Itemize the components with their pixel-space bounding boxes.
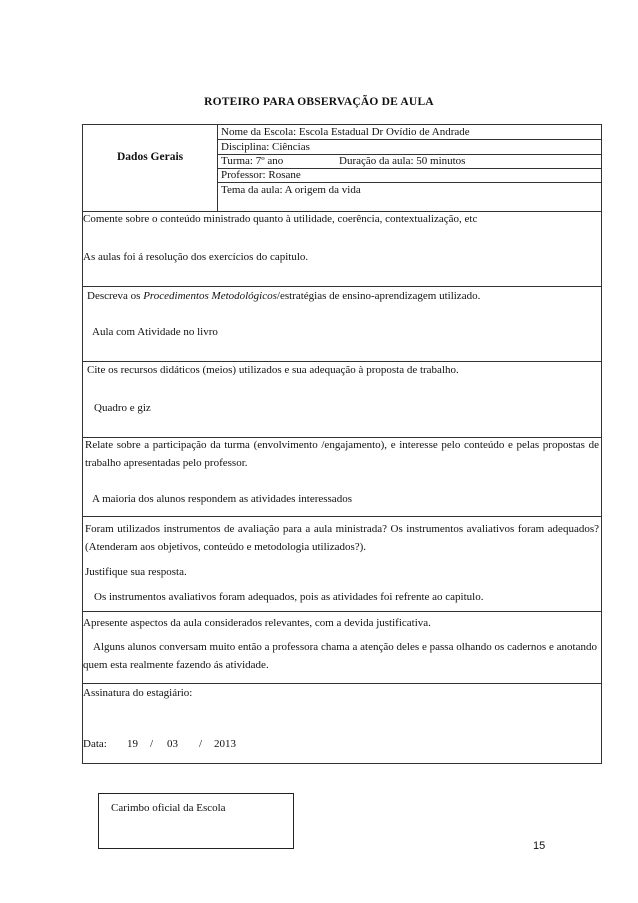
section-divider <box>82 611 602 612</box>
form-border-top <box>82 124 602 125</box>
topic-field: Tema da aula: A origem da vida <box>221 184 361 196</box>
section-2-question-emphasis: Procedimentos Metodológicos <box>143 290 277 302</box>
form-border-bottom <box>82 763 602 764</box>
section-3-question: Cite os recursos didáticos (meios) utilizados e sua adequação à proposta de trabalho. <box>87 364 459 376</box>
dados-gerais-label: Dados Gerais <box>117 151 184 163</box>
signature-label: Assinatura do estagiário: <box>83 687 193 699</box>
page-number: 15 <box>533 840 546 852</box>
school-stamp-box <box>98 793 294 849</box>
header-row-line <box>218 182 602 183</box>
section-divider <box>82 683 602 684</box>
section-3-answer: Quadro e giz <box>94 402 151 414</box>
school-name: Nome da Escola: Escola Estadual Dr Ovídio de Andrade <box>221 126 470 138</box>
section-divider <box>82 516 602 517</box>
date-label: Data: <box>83 738 107 750</box>
section-1-answer: As aulas foi á resolução dos exercícios do capitulo. <box>83 251 309 263</box>
section-6-question: Apresente aspectos da aula considerados relevantes, com a devida justificativa. <box>83 617 431 629</box>
section-divider <box>82 361 602 362</box>
section-divider <box>82 286 602 287</box>
section-6-answer: Alguns alunos conversam muito então a professora chama a atenção deles e passa olhando os cadernos e anotando quem esta realmente fazendo ás atividade. <box>83 641 597 671</box>
stamp-label: Carimbo oficial da Escola <box>111 802 226 814</box>
observation-form <box>82 124 602 764</box>
date-year: 2013 <box>214 738 236 750</box>
section-2-question-start: Descreva os <box>87 290 144 302</box>
class-field: Turma: 7º ano <box>221 155 284 167</box>
section-divider <box>82 211 602 212</box>
page-title: ROTEIRO PARA OBSERVAÇÃO DE AULA <box>204 96 434 108</box>
date-month: 03 <box>167 738 178 750</box>
teacher-field: Professor: Rosane <box>221 169 301 181</box>
section-4-answer: A maioria dos alunos respondem as atividades interessados <box>92 493 352 505</box>
section-5-question: Foram utilizados instrumentos de avaliação para a aula ministrada? Os instrumentos avaliativos foram adequados? (Atenderam aos objetivos, conteúdo e metodologia utilizados?). <box>85 523 599 553</box>
date-separator: / <box>150 738 154 750</box>
section-2-question <box>87 290 480 303</box>
discipline: Disciplina: Ciências <box>221 141 310 153</box>
duration-field: Duração da aula: 50 minutos <box>339 155 466 167</box>
header-row-line <box>218 139 602 140</box>
date-day: 19 <box>127 738 138 750</box>
form-border-right <box>601 124 602 764</box>
section-2-question-end: /estratégias de ensino-aprendizagem utilizado. <box>276 290 481 302</box>
section-5-justify: Justifique sua resposta. <box>85 566 187 578</box>
section-2-answer: Aula com Atividade no livro <box>92 326 218 338</box>
section-4-question: Relate sobre a participação da turma (envolvimento /engajamento), e interesse pelo conteúdo e pelas propostas de trabalho apresentadas pelo professor. <box>85 439 599 469</box>
section-5-answer: Os instrumentos avaliativos foram adequados, pois as atividades foi refrente ao capitulo. <box>94 591 484 603</box>
section-1-question: Comente sobre o conteúdo ministrado quanto à utilidade, coerência, contextualização, etc <box>83 213 478 225</box>
date-separator: / <box>199 738 203 750</box>
